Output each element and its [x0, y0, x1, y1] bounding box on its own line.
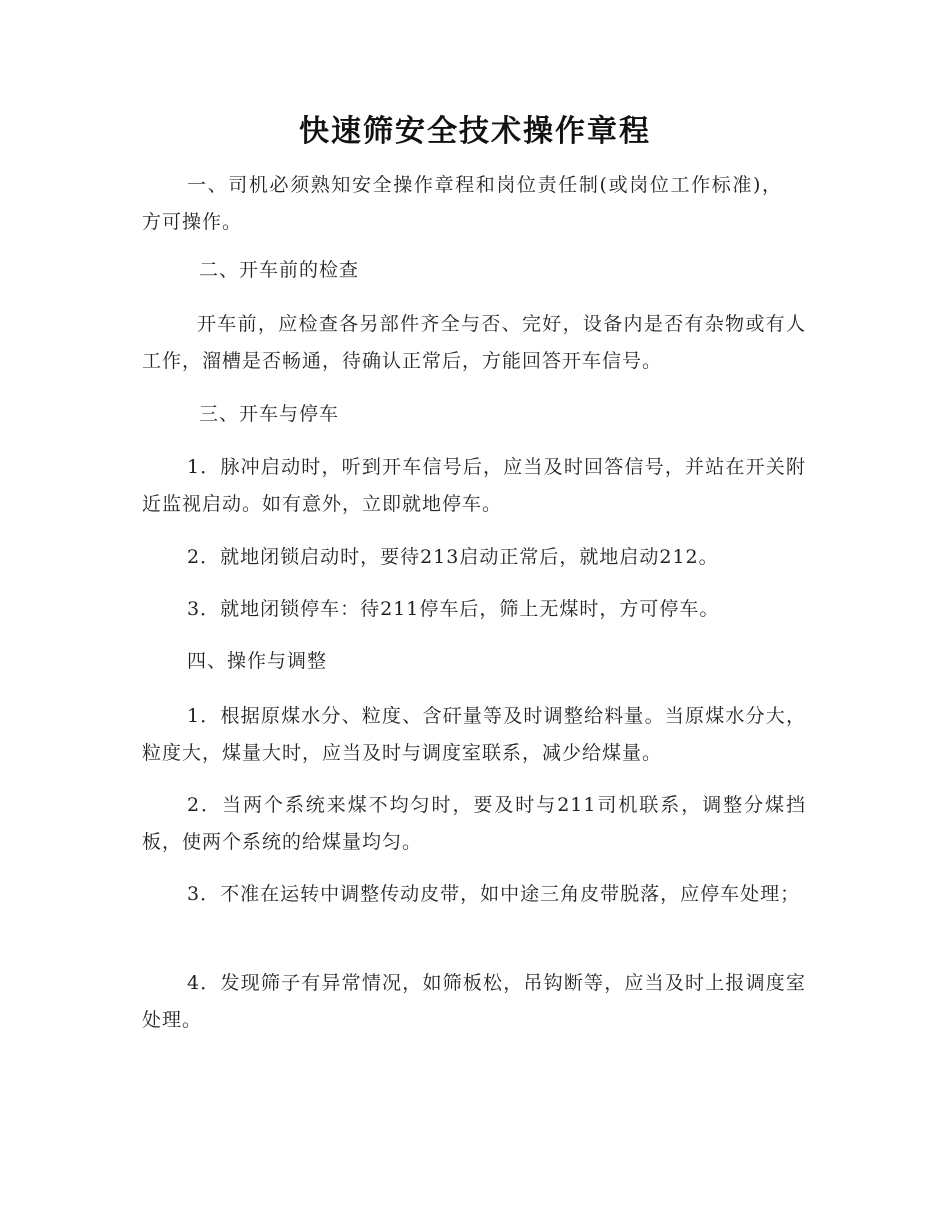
paragraph-intro: 一、司机必须熟知安全操作章程和岗位责任制(或岗位工作标准)，方可操作。	[142, 174, 782, 233]
list-item-start-stop-3: 3．就地闭锁停车：待211停车后，筛上无煤时，方可停车。	[187, 598, 720, 620]
list-item-operation-3: 3．不准在运转中调整传动皮带，如中途三角皮带脱落，应停车处理；	[187, 883, 801, 905]
list-item-start-stop-2: 2．就地闭锁启动时，要待213启动正常后，就地启动212。	[187, 546, 719, 568]
section-heading-pre-start-check: 二、开车前的检查	[199, 259, 360, 281]
list-item-operation-1: 1．根据原煤水分、粒度、含矸量等及时调整给料量。当原煤水分大，粒度大，煤量大时，应当及时与调度室联系，减少给煤量。	[142, 705, 806, 764]
list-item-operation-4: 4．发现筛子有异常情况，如筛板松，吊钩断等，应当及时上报调度室处理。	[142, 972, 806, 1031]
list-item-operation-2: 2．当两个系统来煤不均匀时，要及时与211司机联系，调整分煤挡板，使两个系统的给煤量均匀。	[142, 794, 806, 853]
section-heading-operation: 四、操作与调整	[187, 650, 328, 672]
document-title: 快速筛安全技术操作章程	[299, 114, 651, 149]
paragraph-pre-start-check: 开车前，应检查各另部件齐全与否、完好，设备内是否有杂物或有人工作，溜槽是否畅通，待确认正常后，方能回答开车信号。	[142, 313, 806, 372]
list-item-start-stop-1: 1．脉冲启动时，听到开车信号后，应当及时回答信号，并站在开关附近监视启动。如有意外，立即就地停车。	[142, 456, 806, 515]
section-heading-start-stop: 三、开车与停车	[199, 403, 340, 425]
